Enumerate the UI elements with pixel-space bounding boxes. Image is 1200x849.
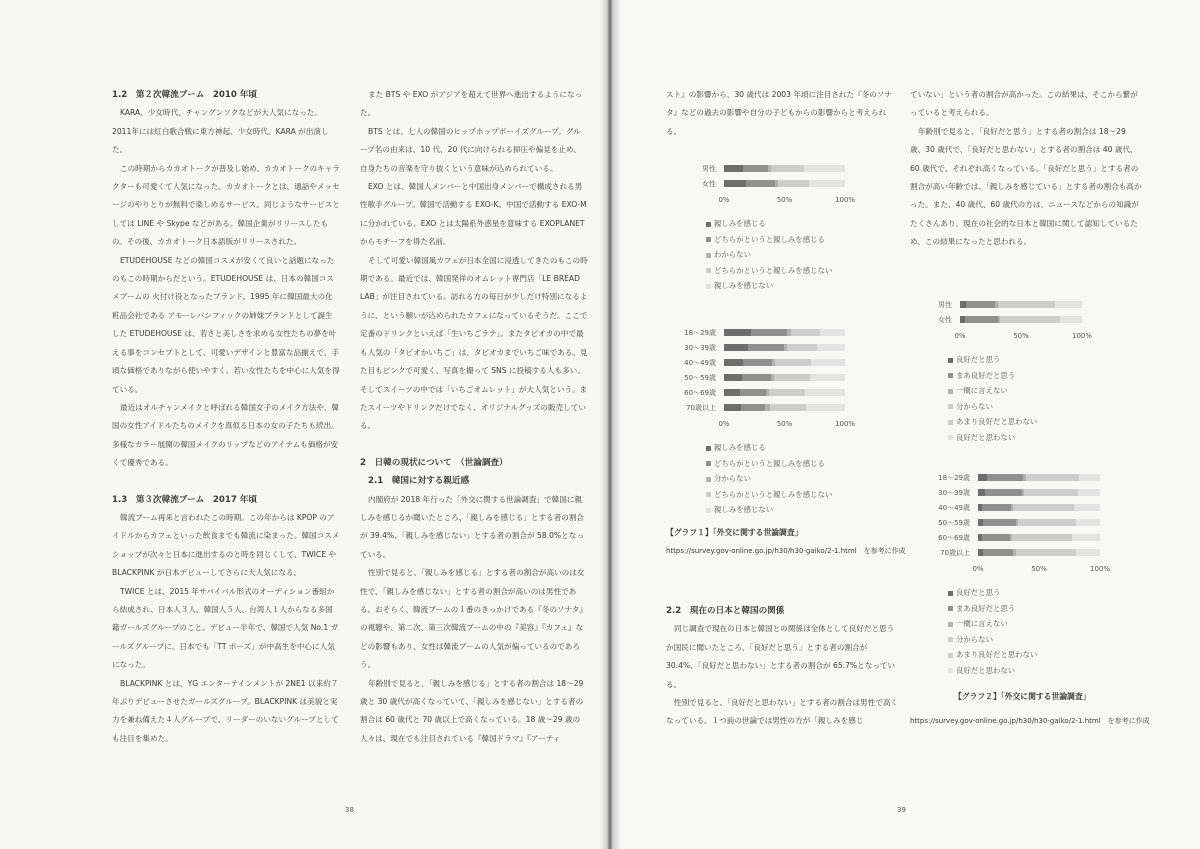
legend-label: どちらかというと親しみを感じる xyxy=(714,234,825,244)
bar-segment xyxy=(1072,534,1100,541)
section-heading: 1.3 第３次韓流ブーム 2017 年頃 xyxy=(112,494,258,505)
paragraph: 年齢別で見ると、「良好だと思う」とする者の割合は 18～29 歳、30 歳代で、「良好だと思わない」とする者の割合は 40 歳代、60 歳代で、それぞれ高くなっている。「良好だと思う」とする者の割合が高い年齢では、「親しみを感じている」とする者の割合も高かった。また、40 歳代、60 歳代の方は、ニュースなどからの知識がたくさんあり、現在の社会的な日本と韓国に関して認知しているため、この結果になったと思われる。 xyxy=(910,126,1142,247)
legend-swatch xyxy=(706,268,711,273)
paragraph: スト』の影響から、30 歳代は 2003 年頃に注目された『冬のソナタ』などの過去の影響や自分の子どもからの影響からと考えられる。 xyxy=(666,90,892,136)
x-tick-label: 0% xyxy=(718,196,730,204)
legend-label: あまり良好だと思わない xyxy=(956,650,1038,659)
bar-segment xyxy=(966,301,995,308)
legend-swatch xyxy=(706,492,711,497)
x-tick-label: 0% xyxy=(718,420,730,428)
bar-segment xyxy=(724,359,743,366)
bar-row xyxy=(940,546,1100,561)
legend-label: 親しみを感じない xyxy=(714,505,774,514)
bar-segment xyxy=(983,549,1014,556)
legend-item xyxy=(948,368,1082,384)
legend-swatch xyxy=(948,404,953,409)
bar-segment xyxy=(985,489,1022,496)
x-tick-label: 100% xyxy=(1071,332,1093,340)
section-heading: 2 日韓の現状について （世論調査） xyxy=(360,457,508,468)
category-label: 60～69歳 xyxy=(938,534,970,542)
legend-label: まあ良好だと思う xyxy=(956,603,1016,613)
legend-label: 良好だと思う xyxy=(956,355,1001,364)
stacked-bar xyxy=(724,404,845,411)
paragraph: 最近はオルチャンメイクと呼ばれる韓国女子のメイク方法や、韓国の女性アイドルたちのメイクを真似る日本の女の子たちも続出。多様なカラー展開の韓国メイクのリップなどのアイテムも価格が安くて優秀である。 xyxy=(112,402,339,468)
paragraph: ETUDEHOUSE などの韓国コスメが安くて良いと話題になったのもこの時期からだという。ETUDEHOUSE は、日本の韓国コスメブームの 火付け役となったブランド。1995 年に韓国最大の化粧品会社である アモーレパシフィックの姉妹ブランドとして誕生した ETUDEHOUSE は、若さと美しさを求める女性たちの夢を叶える事をコンセプトとして、可愛いデザインと豊富な品揃えで、手頃な価格でありながら使いやすく、若い女性たちを中心に人気を得ている。 xyxy=(112,255,340,394)
bar-segment xyxy=(817,344,845,351)
page-number: 39 xyxy=(897,806,906,814)
category-label: 男性 xyxy=(702,165,716,173)
bar-segment xyxy=(978,489,985,496)
legend-swatch xyxy=(706,284,711,289)
paragraph: 年齢別で見ると、「親しみを感じる」とする者の割合は 18～29 歳と 30 歳代が高くなっていて、「親しみを感じない」とする者の割合は 60 歳代と 70 歳以上で高くなっている。18 歳～29 歳の人々は、現在でも注目されている『韓国ドラマ』『アーティ xyxy=(360,678,584,743)
x-tick-label: 50% xyxy=(776,420,793,428)
legend-item xyxy=(948,616,1100,632)
legend-label: どちらかというと親しみを感じる xyxy=(714,458,825,468)
category-label: 30～39歳 xyxy=(684,344,716,352)
chart-legend xyxy=(948,352,1082,445)
legend-swatch xyxy=(948,389,953,394)
bar-segment xyxy=(769,389,805,396)
legend-item xyxy=(948,647,1100,663)
right-column-1-bottom xyxy=(666,602,898,731)
legend-swatch xyxy=(948,653,953,658)
chart-gender-affinity xyxy=(702,162,856,294)
section-gap xyxy=(112,473,340,491)
bar-segment xyxy=(740,389,767,396)
bar-segment xyxy=(982,534,1010,541)
graph2-source: https://survey.gov-online.go.jp/h30/h30-gaiko/2-1.html を参考に作成 xyxy=(910,717,1150,725)
legend-swatch xyxy=(706,461,711,466)
bar-segment xyxy=(1027,489,1078,496)
bar-segment xyxy=(810,374,845,381)
paragraph: ていない」という者の割合が高かった。この結果は、そこから繋がっていると考えられる。 xyxy=(910,90,1138,118)
category-label: 50～59歳 xyxy=(684,374,716,382)
paragraph: EXO とは、韓国人メンバーと中国出身メンバーで構成される男性歌手グループ。韓国で活動する EXO-K、中国で活動する EXO-M に分かれている。EXO とは太陽系外惑星を意味する EXOPLANET からモチーフを得た名前。 xyxy=(360,182,587,247)
legend-label: 親しみを感じる xyxy=(714,443,766,452)
bar-segment xyxy=(770,404,806,411)
legend-label: 親しみを感じる xyxy=(714,219,766,228)
bar-segment xyxy=(820,329,845,336)
bar-segment xyxy=(724,344,748,351)
bar-row xyxy=(938,516,1100,531)
legend-item xyxy=(706,247,845,263)
legend-item xyxy=(948,585,1100,601)
bar-segment xyxy=(965,316,998,323)
stacked-bar xyxy=(724,165,845,172)
bar-segment xyxy=(982,504,1011,511)
category-label: 40～49歳 xyxy=(684,359,716,367)
legend-item xyxy=(948,430,1082,446)
bar-segment xyxy=(1074,504,1100,511)
stacked-bar xyxy=(724,344,845,351)
bar-segment xyxy=(742,374,771,381)
paragraph: そして可愛い韓国風カフェが日本全国に浸透してきたのもこの時期である。最近では、韓国発祥のオムレット専門店「LE BREAD LAB」が注目されている。訪れる方の毎日が少しだけ特別になるように、という願いが込められたカフェになっているそうだ。ここで定番のドリンクといえば「生いちごラテ」。またタピオカの中で最も人気の「タピオかいちご」は、タピオカまでいちご味である。見た目もピンクで可愛く、写真を撮って SNS に投稿する人も多い。そしてスイーツの中では「いちごオムレット」が大人気という。またスイーツやドリンクだけでなく、オリジナルグッズの販売している。 xyxy=(360,255,588,431)
chart-legend xyxy=(706,216,845,294)
legend-swatch xyxy=(706,446,711,451)
bar-row xyxy=(684,356,845,371)
bar-segment xyxy=(724,389,740,396)
x-axis xyxy=(972,565,1111,579)
stacked-bar xyxy=(724,389,845,396)
bar-segment xyxy=(1076,549,1100,556)
right-column-1-top xyxy=(666,86,896,141)
bar-row xyxy=(938,313,1082,328)
legend-item xyxy=(706,216,845,232)
bar-segment xyxy=(1021,519,1076,526)
legend-swatch xyxy=(948,358,953,363)
legend-swatch xyxy=(706,222,711,227)
legend-swatch xyxy=(948,622,953,627)
bar-segment xyxy=(978,474,987,481)
graph2-caption xyxy=(910,688,1150,730)
section-heading: 2.2 現在の日本と韓国の関係 xyxy=(666,606,785,616)
bar-segment xyxy=(1078,489,1100,496)
legend-item xyxy=(948,632,1100,648)
stacked-bar xyxy=(978,519,1100,526)
legend-item xyxy=(948,414,1082,430)
bar-segment xyxy=(743,359,772,366)
stacked-bar xyxy=(724,374,845,381)
chart-legend xyxy=(948,585,1100,678)
bar-segment xyxy=(1076,519,1100,526)
bar-row xyxy=(938,471,1100,486)
bar-segment xyxy=(741,404,765,411)
left-column-1 xyxy=(112,86,340,748)
legend-label: わからない xyxy=(714,250,751,259)
legend-item xyxy=(948,383,1082,399)
bar-segment xyxy=(771,165,804,172)
book-gutter xyxy=(600,0,620,849)
legend-label: どちらかというと親しみを感じない xyxy=(714,489,833,499)
paragraph: 内閣府が 2018 年行った「外交に関する世論調査」で韓国に親しみを感じるか聞いたところ、「親しみを感じる」とする者の割合が 39.4%、「親しみを感じない」とする者の割合が 58.0%となっている。 xyxy=(360,494,585,559)
bar-row xyxy=(684,371,845,386)
bar-segment xyxy=(1079,474,1100,481)
legend-item xyxy=(706,456,845,472)
chart-age-affinity xyxy=(684,326,856,518)
chart-gender-relations xyxy=(938,298,1093,445)
paragraph: 性別で見ると、「親しみを感じる」とする者の割合が高いのは女性で、「親しみを感じない」とする者の割合が高いのは男性である。おそらく、韓流ブームの１番のきっかけである『冬のソナタ』の視聴や、第二次、第三次韓流ブームの中の『美容』『カフェ』などの影響もあり、女性は韓流ブームの人気が偏っているのであろう。 xyxy=(360,568,587,670)
x-tick-label: 50% xyxy=(1013,332,1029,340)
bar-row xyxy=(684,341,845,356)
bar-segment xyxy=(1000,301,1055,308)
x-axis xyxy=(718,196,856,210)
stacked-bar xyxy=(724,329,845,336)
category-label: 18～29歳 xyxy=(684,329,716,337)
graph1-caption xyxy=(666,524,906,560)
bar-segment xyxy=(1015,534,1072,541)
legend-swatch xyxy=(706,253,711,258)
paragraph: 性別で見ると、「良好だと思わない」とする者の割合は男性で高くなっている。１つ前の世論では男性の方が「親しみを感じ xyxy=(666,698,899,726)
page-right xyxy=(620,0,1200,849)
legend-label: 分からない xyxy=(956,401,993,411)
x-axis xyxy=(718,420,856,434)
graph2-title: 【グラフ２】「外交に関する世論調査」 xyxy=(954,692,1091,701)
graph1-source: https://survey.gov-online.go.jp/h30/h30-gaiko/2-1.html を参考に作成 xyxy=(666,547,906,555)
legend-label: あまり良好だと思わない xyxy=(956,417,1038,426)
legend-item xyxy=(706,440,845,456)
bar-segment xyxy=(774,374,810,381)
paragraph: この時期からカカオトークが普及し始め、カカオトークのキャラクターも可愛くて人気になった。カカオトークとは、通話やメッセージのやりとりが無料で楽しめるサービス。同じようなサービスとしては LINE や Skype などがある。韓国企業がリリースしたもの。その後、カカオトーク日本語版がリリースされた。 xyxy=(112,163,340,247)
legend-label: 分からない xyxy=(714,474,751,483)
stacked-bar xyxy=(978,504,1100,511)
chart-age-relations xyxy=(938,471,1111,678)
category-label: 70歳以上 xyxy=(940,549,970,557)
paragraph: BTS とは、七人の韓国のヒップホップボーイズグループ。グループ名の由来は、10 代、20 代に向けられる抑圧や偏見を止め、自身たちの音楽を守り抜くという意味が込められている。 xyxy=(360,126,581,173)
stacked-bar xyxy=(978,474,1100,481)
legend-item xyxy=(948,601,1100,617)
paragraph: BLACKPINK とは、YG エンターテインメントが 2NE1 以来約７年ぶりデビューさせたガールズグループ。BLACKPINK は美貌と実力を兼ね備えた４人グループで、リーダーのいないグループとしても注目を集めた。 xyxy=(112,678,339,743)
legend-item xyxy=(706,487,845,503)
bar-row xyxy=(684,386,845,401)
bar-segment xyxy=(1016,504,1075,511)
paragraph: TWICE とは、2015 年サバイバル形式のオーディション番組から結成され、日本人３人、韓国人５人、台湾人１人からなる多国籍ガールズグループのこと。デビュー半年で、韓国で人気 No.1 ガールズグループに。日本でも「TT ポーズ」が中高生を中心に人気になった。 xyxy=(112,586,339,670)
bar-segment xyxy=(1028,474,1079,481)
section-gap xyxy=(360,436,588,454)
legend-label: 良好だと思う xyxy=(956,588,1001,597)
category-label: 40～49歳 xyxy=(938,504,970,512)
x-axis xyxy=(954,332,1093,346)
legend-label: どちらかというと親しみを感じない xyxy=(714,265,833,275)
stacked-bar xyxy=(960,316,1082,323)
bar-segment xyxy=(746,180,775,187)
x-tick-label: 50% xyxy=(776,196,793,204)
legend-item xyxy=(706,232,845,248)
legend-item xyxy=(948,663,1100,679)
paragraph: 韓流ブーム再来と言われたこの時期。この年からは KPOP のアイドルからカフェといった飲食までも韓流に染まった。韓国コスメショップが次々と日本に進出するのと時を同じくして、TWICE や BLACKPINK が日本デビューしてさらに大人気になる。 xyxy=(112,512,340,578)
bar-segment xyxy=(806,404,845,411)
legend-swatch xyxy=(706,508,711,513)
bar-row xyxy=(938,486,1100,501)
legend-item xyxy=(706,471,845,487)
bar-segment xyxy=(1021,549,1076,556)
legend-swatch xyxy=(706,477,711,482)
legend-label: 良好だと思わない xyxy=(956,432,1016,442)
left-column-2 xyxy=(360,86,588,748)
bar-row xyxy=(684,326,845,341)
bar-segment xyxy=(805,389,845,396)
bar-segment xyxy=(787,344,817,351)
bar-segment xyxy=(743,165,767,172)
bar-row xyxy=(686,401,845,416)
section-heading: 1.2 第２次韓流ブーム 2010 年頃 xyxy=(112,90,258,100)
legend-item xyxy=(948,399,1082,415)
legend-label: 良好だと思わない xyxy=(956,665,1016,675)
legend-label: 一概に言えない xyxy=(956,386,1008,395)
stacked-bar xyxy=(978,534,1100,541)
bar-row xyxy=(938,501,1100,516)
bar-segment xyxy=(983,519,1016,526)
section-heading: 2.1 韓国に対する親近感 xyxy=(368,476,470,487)
legend-swatch xyxy=(948,606,953,611)
category-label: 30～39歳 xyxy=(938,489,970,497)
legend-label: 分からない xyxy=(956,634,993,644)
paragraph: また BTS や EXO がアジアを超えて世界へ進出するようになった。 xyxy=(360,90,583,118)
bar-segment xyxy=(775,359,811,366)
x-tick-label: 0% xyxy=(954,332,966,340)
bar-segment xyxy=(811,359,845,366)
bar-row xyxy=(702,177,845,192)
legend-swatch xyxy=(948,637,953,642)
bar-segment xyxy=(724,404,741,411)
right-column-2-top xyxy=(910,86,1142,252)
legend-item xyxy=(706,278,845,294)
chart-legend xyxy=(706,440,845,518)
category-label: 18～29歳 xyxy=(938,474,970,482)
bar-segment xyxy=(724,374,742,381)
x-tick-label: 100% xyxy=(834,196,856,204)
stacked-bar xyxy=(724,180,845,187)
bar-segment xyxy=(791,329,820,336)
legend-item xyxy=(706,502,845,518)
x-tick-label: 0% xyxy=(972,565,984,573)
category-label: 70歳以上 xyxy=(686,404,716,412)
legend-item xyxy=(706,263,845,279)
paragraph: 同じ調査で現在の日本と韓国との関係は全体として良好だと思うか国民に聞いたところ、「良好だと思う」とする者の割合が 30.4%、「良好だと思わない」とする者の割合が 65.7%となっている。 xyxy=(666,624,896,689)
x-tick-label: 100% xyxy=(1089,565,1111,573)
stacked-bar xyxy=(960,301,1082,308)
page-number: 38 xyxy=(345,806,354,814)
legend-swatch xyxy=(948,668,953,673)
bar-segment xyxy=(809,180,845,187)
paragraph: KARA、少女時代、チャングンソクなどが大人気になった。2011年には紅白歌合戦に東方神起、少女時代、KARA が出演した。 xyxy=(112,108,329,155)
stacked-bar xyxy=(978,549,1100,556)
bar-row xyxy=(938,531,1100,546)
bar-segment xyxy=(751,329,787,336)
category-label: 女性 xyxy=(938,316,952,324)
bar-segment xyxy=(748,344,784,351)
legend-swatch xyxy=(948,591,953,596)
x-tick-label: 50% xyxy=(1031,565,1047,573)
graph1-title: 【グラフ１】「外交に関する世論調査」 xyxy=(666,528,803,537)
bar-segment xyxy=(724,165,743,172)
bar-segment xyxy=(1004,316,1060,323)
bar-segment xyxy=(1055,301,1082,308)
bar-segment xyxy=(724,329,751,336)
bar-segment xyxy=(724,180,746,187)
bar-row xyxy=(938,298,1082,313)
category-label: 50～59歳 xyxy=(938,519,970,527)
stacked-bar xyxy=(978,489,1100,496)
x-tick-label: 100% xyxy=(834,420,856,428)
bar-segment xyxy=(1060,316,1082,323)
bar-segment xyxy=(804,165,845,172)
legend-swatch xyxy=(948,420,953,425)
bar-row xyxy=(702,162,845,177)
legend-swatch xyxy=(706,237,711,242)
legend-label: まあ良好だと思う xyxy=(956,370,1016,380)
legend-label: 一概に言えない xyxy=(956,619,1008,628)
bar-segment xyxy=(987,474,1024,481)
stacked-bar xyxy=(724,359,845,366)
legend-swatch xyxy=(948,373,953,378)
category-label: 60～69歳 xyxy=(684,389,716,397)
category-label: 男性 xyxy=(938,301,952,309)
legend-swatch xyxy=(948,435,953,440)
legend-label: 親しみを感じない xyxy=(714,281,774,290)
category-label: 女性 xyxy=(702,180,716,188)
bar-segment xyxy=(778,180,808,187)
legend-item xyxy=(948,352,1082,368)
